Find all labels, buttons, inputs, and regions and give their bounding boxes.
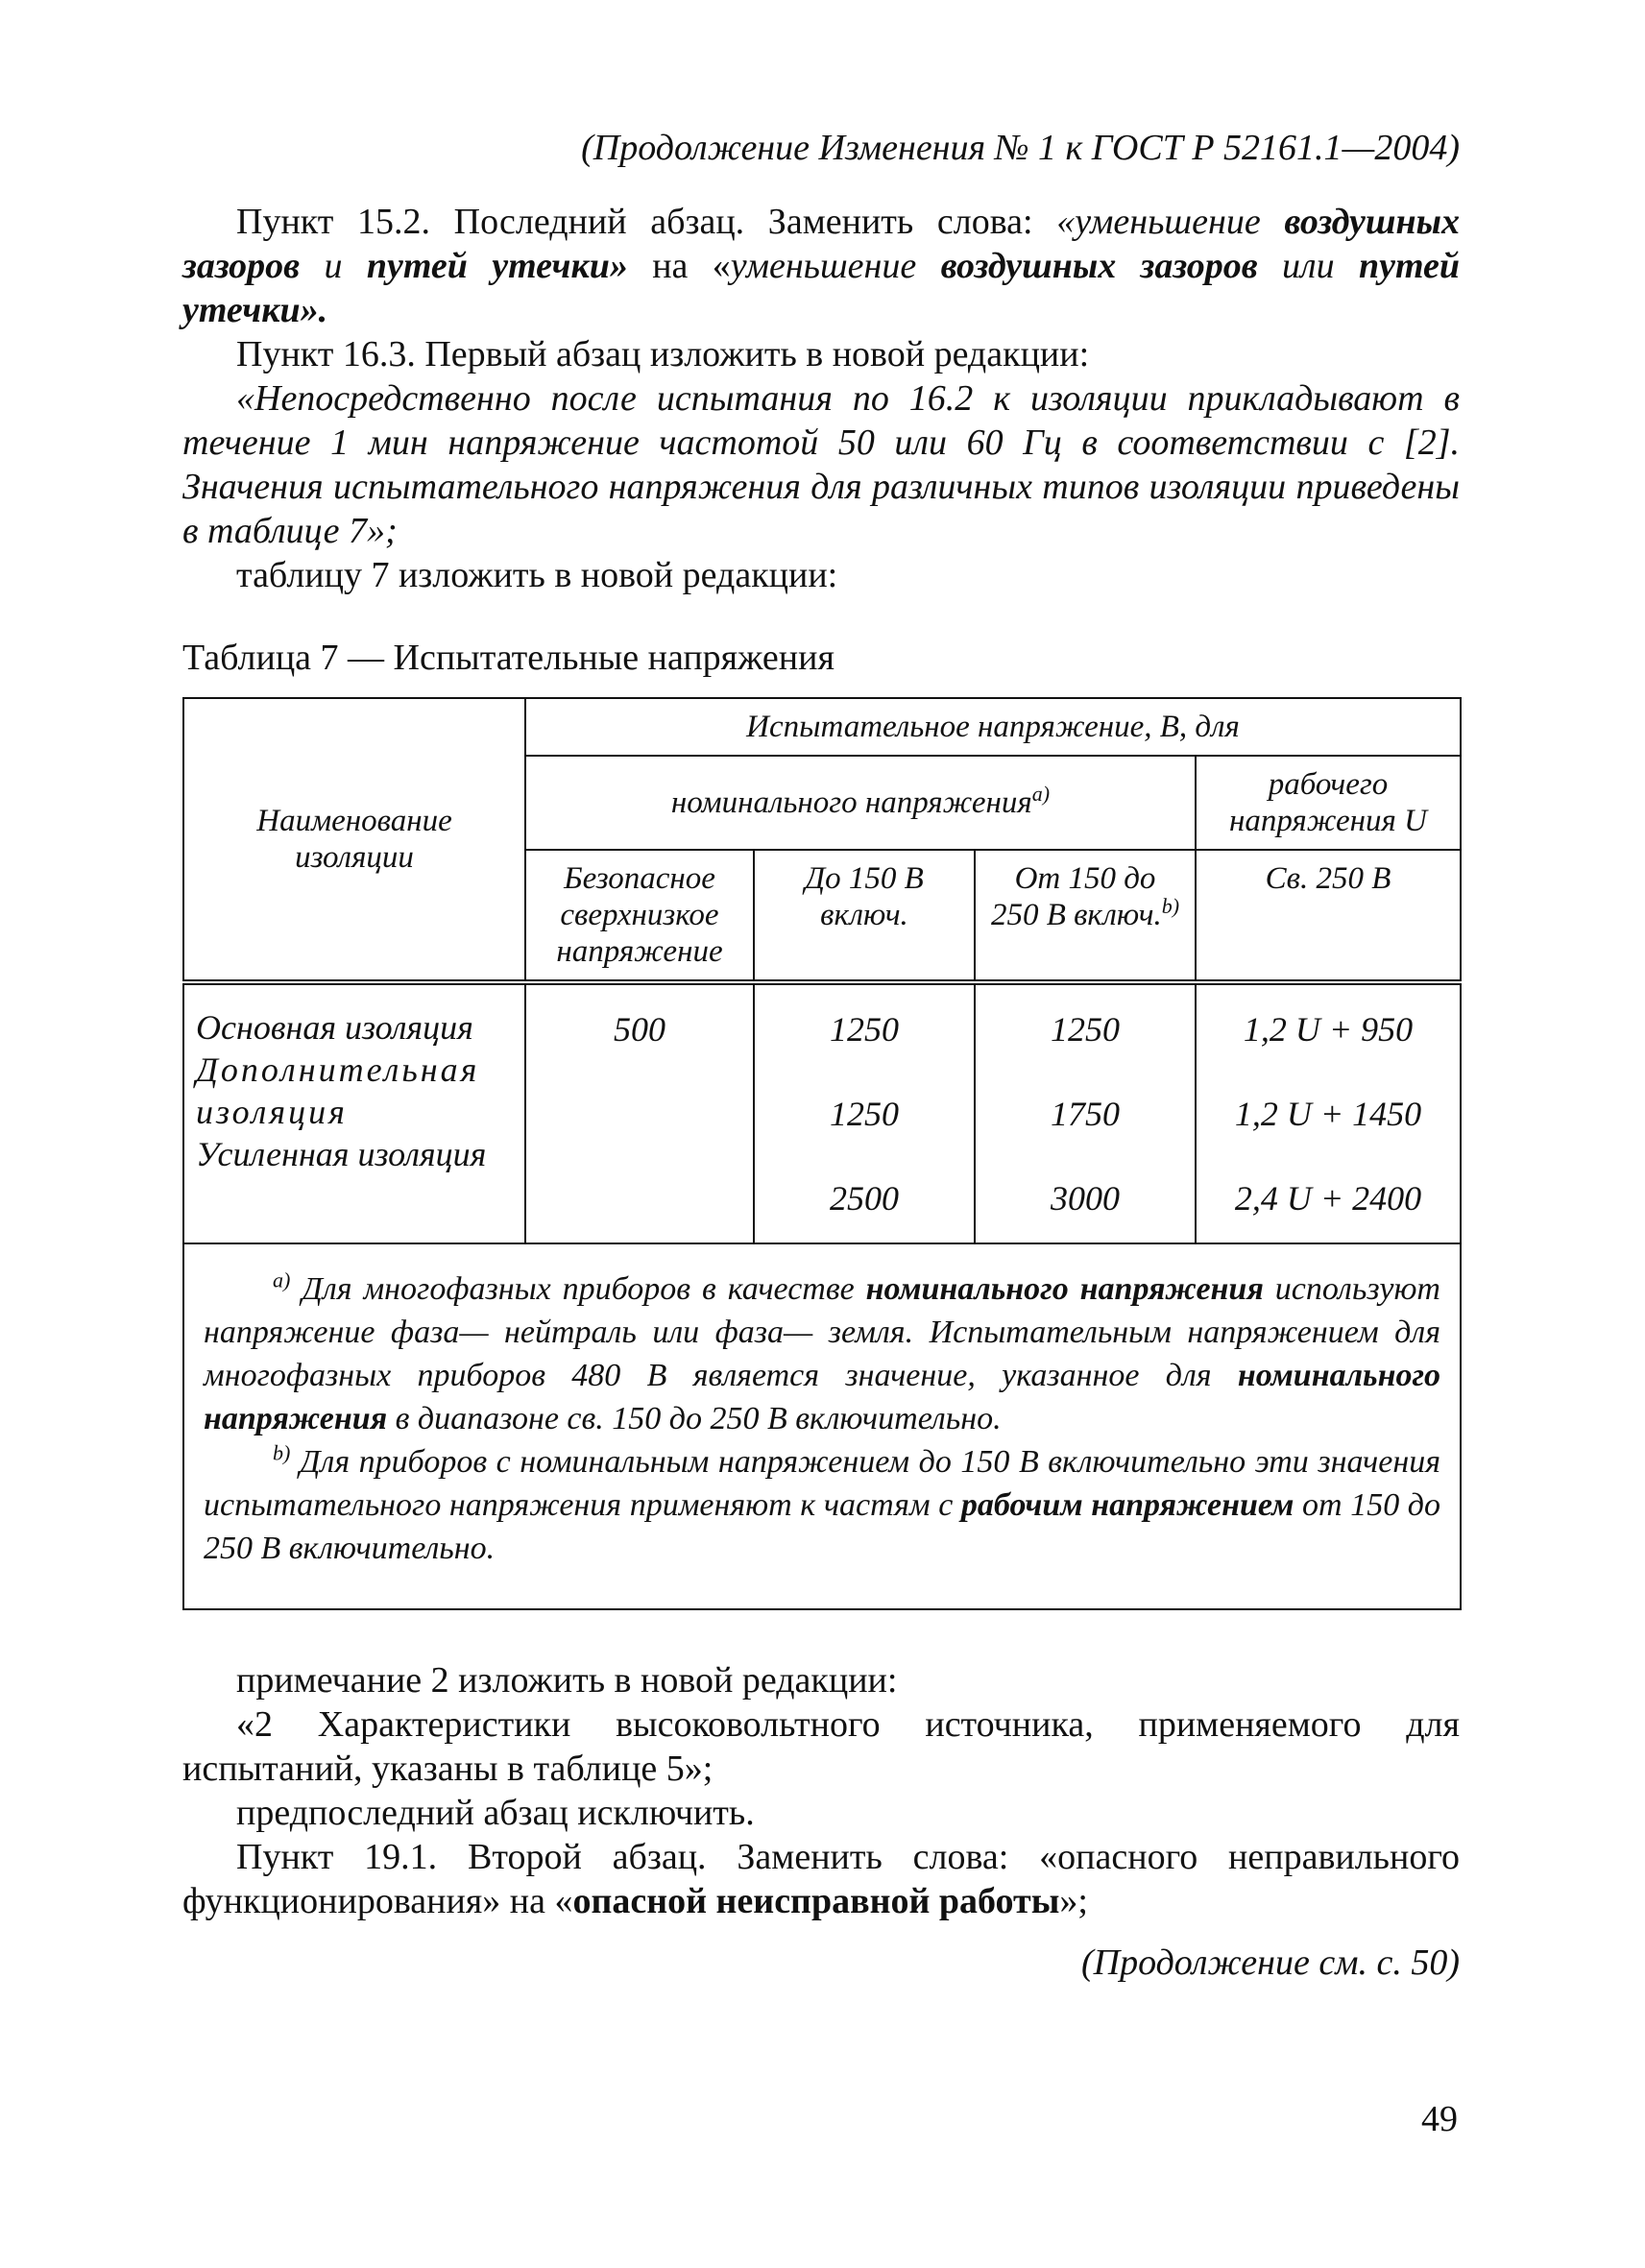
cell-value: 1250: [830, 1095, 899, 1133]
cell-value: 2500: [830, 1179, 899, 1218]
footnote-a: $^{а)}$ Для многофазных приборов в качестве номинального напряжения используют напряжение фаза— нейтраль или фаза— земля. Испытательным напряжением для многофазных приборов 480 В является значение, указанное для номинального напряжения в диапазоне св. 150 до 250 В включительно.: [204, 1267, 1440, 1436]
paragraph-15-2: Пункт 15.2. Последний абзац. Заменить слова: «уменьшение воздушных зазоров и путей утечки» на «уменьшение воздушных зазоров или путей утечки».: [182, 202, 1461, 330]
quoted-note-2: «2 Характеристики высоковольтного источника, применяемого для испытаний, указаны в таблице 5»;: [182, 1704, 1460, 1789]
paragraph-16-3: Пункт 16.3. Первый абзац изложить в новой редакции:: [236, 334, 1090, 374]
continuation-note: (Продолжение см. с. 50): [1080, 1942, 1460, 1983]
quoted-text-16-3: «Непосредственно после испытания по 16.2 к изоляции прикладывают в течение 1 мин напряжение частотой 50 или 60 Гц в соответствии с [2]. Значения испытательного напряжения для различных типов изоляции приведены в таблице 7»;: [182, 378, 1460, 551]
col-150-to-250-values: [975, 982, 1196, 1243]
paragraph-table-7-intro: таблицу 7 изложить в новой редакции:: [236, 555, 838, 595]
label-reinforced: Усиленная изоляция: [196, 1135, 487, 1173]
col-up-to-150-values: [754, 982, 975, 1243]
header-sel-voltage: Безопасное сверхнизкое напряжение: [525, 850, 754, 982]
cell-value: 1750: [1051, 1095, 1120, 1133]
cell-value: 500: [614, 1010, 665, 1049]
col-over-250-values: [1196, 982, 1461, 1243]
paragraph-note-2: примечание 2 изложить в новой редакции:: [236, 1660, 898, 1701]
document-page: [182, 125, 1460, 1985]
cell-value: 3000: [1051, 1179, 1120, 1218]
page-header: (Продолжение Изменения № 1 к ГОСТ Р 52161.1—2004): [581, 128, 1460, 168]
page-number: 49: [1421, 2099, 1458, 2139]
header-up-to-150: До 150 В включ.: [754, 850, 975, 982]
header-insulation-name: Наименование изоляции: [183, 698, 525, 982]
header-over-250: Св. 250 В: [1196, 850, 1461, 982]
cell-value: 1,2 U + 950: [1243, 1010, 1414, 1049]
table-row: [183, 982, 1461, 1243]
label-basic: Основная изоляция: [196, 1008, 473, 1047]
paragraph-19-1: Пункт 19.1. Второй абзац. Заменить слова: «опасного неправильного функционирования» на «опасной неисправной работы»;: [182, 1837, 1460, 1921]
paragraph-exclude: предпоследний абзац исключить.: [236, 1793, 755, 1833]
col-sel-values: [525, 982, 754, 1243]
cell-value: 1,2 U + 1450: [1234, 1095, 1422, 1133]
cell-value: 1250: [830, 1010, 899, 1049]
table-caption: Таблица 7 — Испытательные напряжения: [182, 638, 835, 678]
header-150-to-250: От 150 до 250 В включ.$^{b)}$: [975, 850, 1196, 982]
header-working-voltage: рабочего напряжения U: [1196, 756, 1461, 850]
header-test-voltage: Испытательное напряжение, В, для: [525, 698, 1461, 756]
cell-value: 2,4 U + 2400: [1234, 1179, 1422, 1218]
label-supplementary: Дополнительная изоляция: [196, 1050, 480, 1131]
insulation-labels: [183, 982, 525, 1243]
header-nominal-voltage: номинального напряжения$^{а)}$: [525, 756, 1196, 850]
footnote-b: $^{b)}$ Для приборов с номинальным напряжением до 150 В включительно эти значения испытательного напряжения применяют к частям с рабочим напряжением от 150 до 250 В включительно.: [204, 1440, 1441, 1566]
test-voltage-table: [182, 697, 1462, 1610]
table-notes: [183, 1243, 1461, 1609]
cell-value: 1250: [1051, 1010, 1120, 1049]
